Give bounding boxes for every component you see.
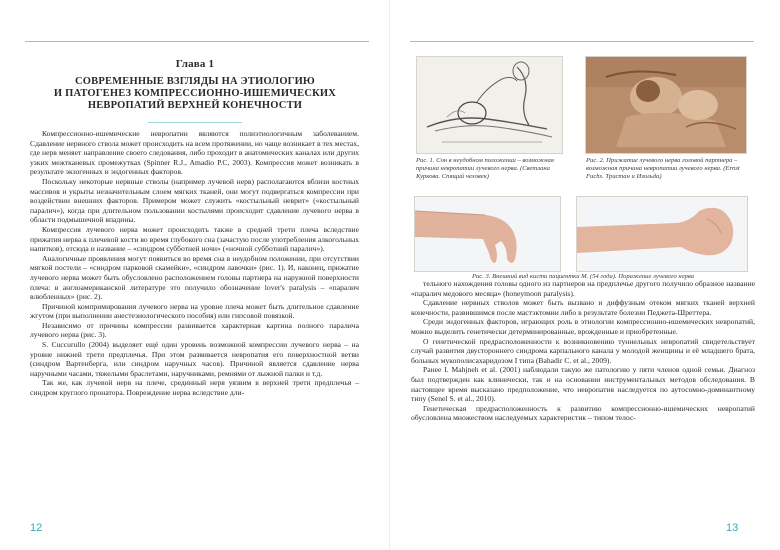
paragraph: О генетической предрасположенности к возникновению туннельных невропатий свидетельствует случай развития двустороннего синдрома карпального канала у молодой женщины и её младшего брата, больных мукополисахаридозом I типа (Bahadir C. et al., 2009). (411, 336, 755, 365)
paragraph: тельного нахождения головы одного из партнеров на предплечье другого получило образное название «паралич медового месяца» (honeymoon paralysis). (411, 279, 755, 298)
figure-3-caption: Рис. 3. Внешний вид кисти пациентки М. (54 года). Поражение лучевого нерва (471, 273, 695, 280)
figure-1-caption: Рис. 1. Сон в неудобном положении – возможная причина невропатии лучевого нерва. (Светлана Куркова. Спящий человек) (416, 157, 554, 180)
paragraph: Так же, как лучевой нерв на плече, срединный нерв уязвим в верхней трети предплечья – синдром круглого пронатора. Повреждение нерва вследствие дли- (30, 378, 359, 398)
figure-2-caption: Рис. 2. Прижатие лучевого нерва головой партнера – возможная причина невропатии лучевого нерва. (Ernst Fuchs. Тристан и Изольда) (586, 157, 740, 180)
paragraph: Сдавление нервных стволов может быть вызвано и диффузным отеком мягких тканей верхней конечности, развившимся после мастэктомии либо в результате болезни Педжета-Шреттера. (411, 298, 755, 317)
paragraph: Ранее I. Mahjneh et al. (2001) наблюдали такую же патологию у пяти членов одной семьи. Диагноз был подтвержден как клинически, так и на основании инструментальных методов обследования. В настоящее время высказано предположение, что невропатия наследуется по аутосомно-доминантному типу (Senel S. et al., 2010). (411, 365, 755, 404)
title-line: НЕВРОПАТИЙ ВЕРХНЕЙ КОНЕЧНОСТИ (87, 100, 303, 111)
title-line: И ПАТОГЕНЕЗ КОМПРЕССИОННО-ИШЕМИЧЕСКИХ (53, 88, 337, 99)
title-line: СОВРЕМЕННЫЕ ВЗГЛЯДЫ НА ЭТИОЛОГИЮ (75, 76, 315, 87)
paragraph: Генетическая предрасположенность к развитию компрессионно-ишемических невропатий обусловлена множеством наследуемых характеристик – типом телос- (411, 403, 755, 423)
paragraph: Независимо от причины компрессии развивается характерная картина полного паралича лучевого нерва (рис. 3). (30, 320, 359, 340)
figure-hand-drop-photo (414, 196, 561, 272)
top-rule (25, 41, 369, 42)
figure-hand-fist-photo (576, 196, 748, 272)
paragraph: Компрессионно-ишемические невропатии являются полиэтиологичным заболеванием. Сдавление нервного ствола может происходить на всем протяжении, но чаще возникает в тех местах, где нерв меняет направление своего следования, либо проходит в анатомических каналах или других узких межтканевых промежутках (Spinner R.J., Amadio P.C, 2003). Компрессия может возникать в результате экзогенных и эндогенных факторов. (30, 129, 359, 177)
page-number: 12 (30, 522, 43, 534)
figure-tristan-isolde-painting (585, 56, 747, 154)
page-number: 13 (726, 522, 739, 534)
paragraph: Поскольку некоторые нервные стволы (например лучевой нерв) располагаются вблизи костных массивов и укрыты незначительным слоем мягких тканей, они могут подвергаться компрессии при воздействии внешних факторов. Примером может служить «костыльный неврит» («костыльный паралич»), когда при длительном пользовании костылями происходит сдавление лучевого нерва в области подмышечной впадины. (30, 176, 359, 225)
paragraph: Причиной компримирования лучевого нерва на уровне плеча может быть длительное сдавление жгутом (при выполнении анестезиологического пособия) или гипсовой повязкой. (30, 301, 359, 321)
paragraph: Среди эндогенных факторов, играющих роль в этиологии компрессионно-ишемических невропатий, можно выделить генетически детерминированные, врожденные и приобретенные. (411, 317, 755, 336)
paragraph: S. Cuccurullo (2004) выделяет ещё один уровень возможной компрессии лучевого нерва – на уровне нижней трети предплечья. При этом развивается невропатия его поверхностной ветви (синдром Вартенберга, или синдром наручных часов). Причиной является сдавление нерва наручными часами, тяжелыми браслетами, наручниками, ремнями от лыжной палки и т.д. (30, 340, 359, 378)
title-underline (148, 122, 242, 123)
paragraph: Аналогичные проявления могут появиться во время сна в неудобном положении, при отсутствии мягкой постели – «синдром парковой скамейки», «синдром лавочки» (рис. 1). И, наконец, прижатие лучевого нерва может быть обусловлено расположением головы партнера на наружной поверхности плеча: в англоамериканской литературе это получило обозначение lover's paralysis – «паралич влюбленных» (рис. 2). (30, 253, 359, 302)
paragraph: Компрессия лучевого нерва может происходить также в средней трети плеча вследствие прижатия нерва к плечевой кости во время глубокого сна (зачастую после употребления алкогольных напитков), отсюда и название – «синдром субботней ночи» («ночной субботний паралич»). (30, 224, 359, 254)
top-rule (410, 41, 754, 42)
right-page (390, 0, 780, 550)
chapter-title (30, 76, 360, 112)
body-text (411, 279, 755, 423)
figure-sleeping-man-sketch (416, 56, 563, 154)
chapter-heading: Глава 1 (175, 58, 215, 70)
body-text (30, 129, 359, 398)
